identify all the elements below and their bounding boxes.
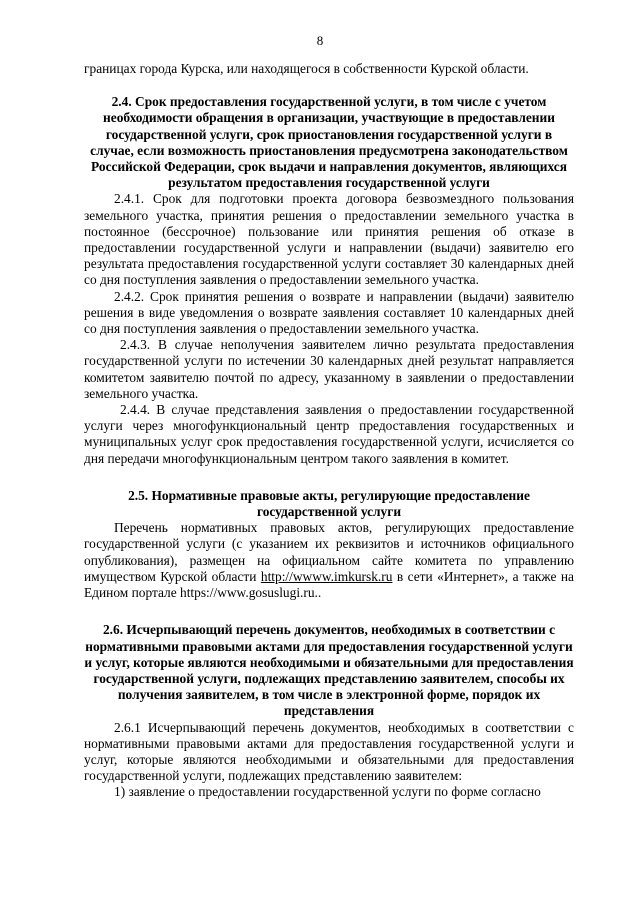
paragraph-2-5-text-start: Перечень нормативных правовых актов, регулирующих предоставление государственной услуги (с указанием их реквизитов и источников официального опубликования), размещен на официальном сайте комитета по управлению имуществом Курской области [84, 520, 574, 584]
paragraph-2-4-4: 2.4.4. В случае представления заявления о предоставлении государственной услуги через многофункциональный центр предоставления государственных и муниципальных услуг срок предоставления государственной услуги, исчисляется со дня передачи многофункциональным центром такого заявления в комитет. [84, 402, 574, 466]
committee-website-link[interactable]: http://wwww.imkursk.ru [260, 568, 393, 584]
section-2-4-heading: 2.4. Срок предоставления государственной услуги, в том числе с учетом необходимости обращения в организации, участвующие в предоставлении государственной услуги, срок приостановления государственной услуги в случае, если возможность приостановления предусмотрена законодательством Российской Федерации, срок выдачи и направления документов, являющихся результатом предоставления государственной услуги [90, 94, 568, 191]
paragraph-2-6-1: 2.6.1 Исчерпывающий перечень документов, необходимых в соответствии с нормативными правовыми актами для предоставления государственной услуги и услуг, которые являются необходимыми и обязательными для предоставления государственной услуги, подлежащих представлению заявителем: [84, 719, 574, 784]
paragraph-2-5-text-end: в сети «Интернет», а также на Едином портале https://www.gosuslugi.ru.. [84, 568, 574, 601]
page-content [84, 61, 574, 801]
paragraph-2-4-2: 2.4.2. Срок принятия решения о возврате и направлении (выдачи) заявителю решения в виде уведомления о возврате заявления составляет 10 календарных дней со дня поступления заявления о предоставлении земельного участка. [84, 288, 574, 337]
section-2-5-heading: 2.5. Нормативные правовые акты, регулирующие предоставление государственной услуги [128, 487, 530, 520]
section-2-6-heading: 2.6. Исчерпывающий перечень документов, необходимых в соответствии с нормативными правовыми актами для предоставления государственной услуги и услуг, которые являются необходимыми и обязательными для предоставления государственной услуги, подлежащих представлению заявителем, способы их получения заявителем, в том числе в электронной форме, порядок их представления [84, 622, 574, 719]
paragraph-2-5 [84, 520, 574, 601]
paragraph-2-4-3: 2.4.3. В случае неполучения заявителем лично результата предоставления государственной услуги по истечении 30 календарных дней результат направляется комитетом заявителю почтой по адресу, указанному в заявлении о предоставлении земельного участка. [84, 337, 574, 401]
continuation-paragraph: границах города Курска, или находящегося в собственности Курской области. [84, 61, 529, 76]
page-number: 8 [316, 33, 324, 48]
paragraph-2-4-1: 2.4.1. Срок для подготовки проекта договора безвозмездного пользования земельного участка, принятия решения о предоставлении земельного участка в постоянное (бессрочное) пользование или принятия решения об отказе в предоставлении государственной услуги и направлении (выдачи) заявителю его результата предоставления государственной услуги составляет 30 календарных дней со дня поступления заявления о предоставлении земельного участка. [84, 191, 574, 288]
list-item-1: 1) заявление о предоставлении государственной услуги по форме согласно [114, 784, 541, 800]
